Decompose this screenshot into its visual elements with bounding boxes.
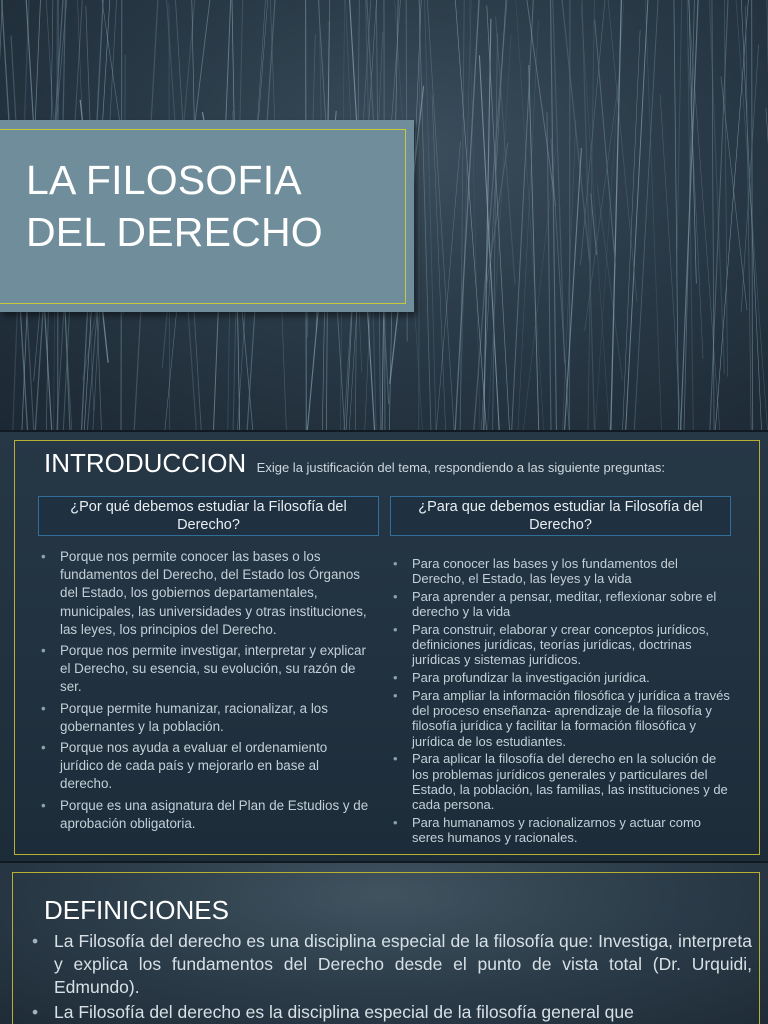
background-line (518, 21, 539, 430)
background-line (597, 185, 622, 379)
title-slide (0, 0, 768, 430)
slide-title: LA FILOSOFIA DEL DERECHO (26, 157, 323, 255)
background-line (529, 65, 539, 430)
list-item: • Para ampliar la información filosófica y jurídica a través del proceso enseñanza- aprendizaje de la filosofía y filosofía jurídica y facilitar la formación filosófica y jurídica de los estudiantes. (390, 688, 730, 749)
title-box (0, 120, 414, 312)
background-line (715, 0, 750, 430)
background-line (419, 0, 431, 430)
list-item: • Para construir, elaborar y crear conceptos jurídicos, definiciones jurídicas, teorías jurídicas, doctrinas jurídicas y sistemas jurídicos. (390, 622, 730, 668)
background-line (660, 94, 682, 430)
background-line (493, 34, 498, 431)
intro-heading-row (44, 448, 665, 479)
list-item: • Porque permite humanizar, racionalizar, a los gobernantes y la población. (38, 700, 370, 736)
background-line (752, 0, 753, 430)
background-line (427, 0, 455, 430)
background-line (607, 0, 637, 301)
question-left-box: ¿Por qué debemos estudiar la Filosofía del Derecho? (38, 496, 379, 536)
intro-title: INTRODUCCION (44, 448, 247, 478)
background-line (634, 0, 659, 430)
definitions-list (28, 930, 752, 1024)
list-item: • Para aplicar la filosofía del derecho en la solución de los problemas jurídicos generales y particulares del Estado, la población, las familias, las instituciones y de cada persona. (390, 751, 730, 812)
background-line (680, 0, 698, 430)
background-line (677, 0, 682, 274)
background-line (511, 0, 534, 430)
list-item: • Porque nos permite investigar, interpretar y explicar el Derecho, su esencia, su evolución, su razón de ser. (38, 642, 370, 697)
intro-subtitle: Exige la justificación del tema, respondiendo a las siguiente preguntas: (256, 460, 665, 475)
list-item: • Porque nos ayuda a evaluar el ordenamiento jurídico de cada país y mejorarlo en base al derecho. (38, 739, 370, 794)
list-item: • La Filosofía del derecho es la disciplina especial de la filosofía general que (28, 1001, 752, 1024)
list-item: • Para profundizar la investigación jurídica. (390, 670, 730, 685)
why-reasons-list (38, 548, 370, 836)
background-line (460, 0, 472, 430)
background-line (611, 0, 622, 430)
purpose-list (390, 556, 730, 848)
definitions-slide (0, 863, 768, 1024)
list-item: • Porque es una asignatura del Plan de Estudios y de aprobación obligatoria. (38, 797, 370, 833)
list-item: • Porque nos permite conocer las bases o los fundamentos del Derecho, del Estado los Órganos del Estado, los gobiernos departamentales, municipales, las universidades y otras instituciones, las leyes, los principios del Derecho. (38, 548, 370, 639)
background-line (436, 141, 461, 430)
background-line (721, 77, 747, 311)
background-line (424, 0, 436, 430)
introduction-slide (0, 432, 768, 861)
background-line (746, 6, 752, 430)
list-item: • La Filosofía del derecho es una disciplina especial de la filosofía que: Investiga, interpreta y explica los fundamentos del Derecho desde el punto de vista total (Dr. Urquidi, Edmundo). (28, 930, 752, 999)
background-line (455, 0, 480, 430)
background-line (460, 0, 464, 430)
list-item: • Para conocer las bases y los fundamentos del Derecho, el Estado, las leyes y la vida (390, 556, 730, 586)
list-item: • Para aprender a pensar, meditar, reflexionar sobre el derecho y la vida (390, 589, 730, 619)
background-line (522, 147, 556, 430)
list-item: • Para humanamos y racionalizarnos y actuar como seres humanos y racionales. (390, 815, 730, 845)
question-right-box: ¿Para que debemos estudiar la Filosofía del Derecho? (390, 496, 731, 536)
background-line (595, 20, 616, 267)
background-line (645, 0, 662, 430)
definitions-title: DEFINICIONES (44, 895, 229, 925)
